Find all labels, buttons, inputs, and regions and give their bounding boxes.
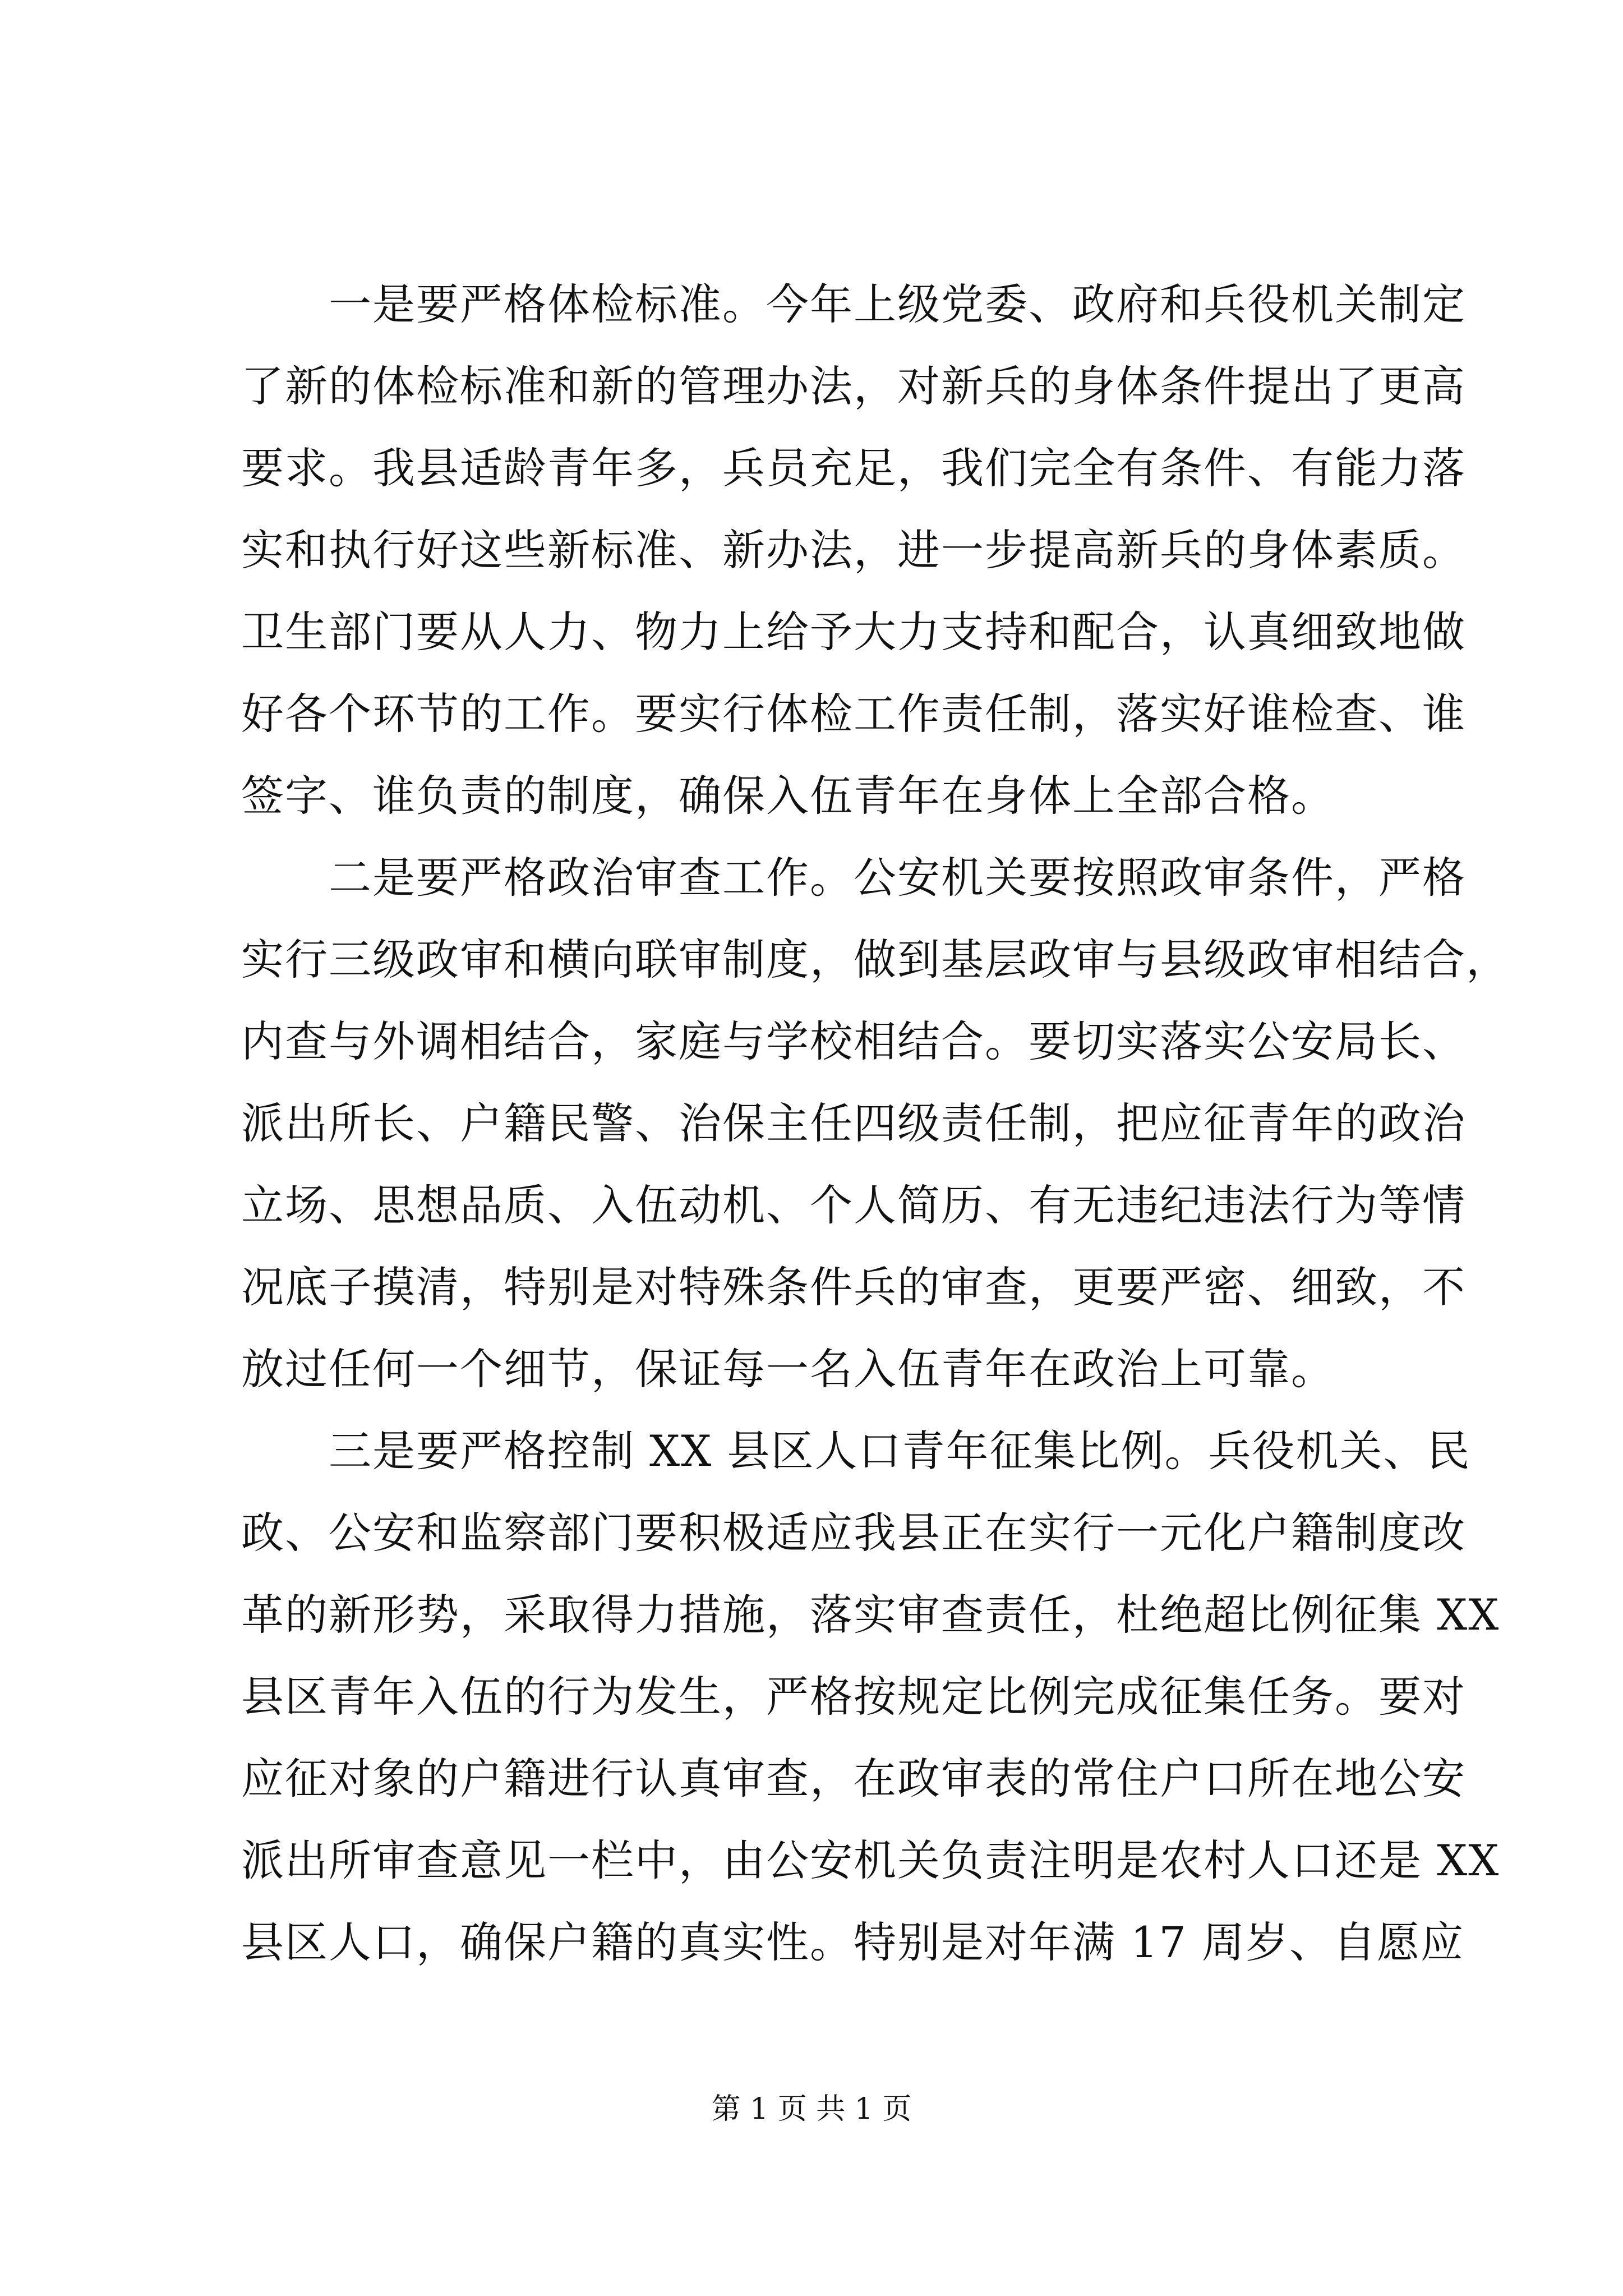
text-line: 实和执行好这些新标准、新办法，进一步提高新兵的身体素质。 bbox=[241, 525, 1466, 575]
text-line: 放过任何一个细节，保证每一名入伍青年在政治上可靠。 bbox=[241, 1344, 1335, 1394]
text-line: 况底子摸清，特别是对特殊条件兵的审查，更要严密、细致，不 bbox=[241, 1262, 1466, 1312]
text-line: 派出所长、户籍民警、治保主任四级责任制，把应征青年的政治 bbox=[241, 1098, 1466, 1148]
text-line: 县区人口，确保户籍的真实性。特别是对年满 17 周岁、自愿应 bbox=[241, 1917, 1465, 1967]
page-number: 第 1 页 共 1 页 bbox=[711, 2092, 912, 2126]
body-text bbox=[241, 264, 1510, 1984]
text-line: 派出所审查意见一栏中，由公安机关负责注明是农村人口还是 XX bbox=[241, 1835, 1500, 1885]
text-line: 二是要严格政治审查工作。公安机关要按照政审条件，严格 bbox=[241, 853, 1466, 903]
text-line: 实行三级政审和横向联审制度，做到基层政审与县级政审相结合， bbox=[241, 935, 1510, 984]
text-line: 好各个环节的工作。要实行体检工作责任制，落实好谁检查、谁 bbox=[241, 689, 1466, 739]
text-line: 立场、思想品质、入伍动机、个人简历、有无违纪违法行为等情 bbox=[241, 1180, 1466, 1230]
text-line: 政、公安和监察部门要积极适应我县正在实行一元化户籍制度改 bbox=[241, 1508, 1466, 1558]
text-line: 应征对象的户籍进行认真审查，在政审表的常住户口所在地公安 bbox=[241, 1754, 1466, 1803]
text-line: 了新的体检标准和新的管理办法，对新兵的身体条件提出了更高 bbox=[241, 361, 1466, 411]
text-line: 要求。我县适龄青年多，兵员充足，我们完全有条件、有能力落 bbox=[241, 443, 1466, 493]
text-line: 县区青年入伍的行为发生，严格按规定比例完成征集任务。要对 bbox=[241, 1672, 1466, 1722]
text-line: 一是要严格体检标准。今年上级党委、政府和兵役机关制定 bbox=[241, 279, 1466, 329]
text-line: 签字、谁负责的制度，确保入伍青年在身体上全部合格。 bbox=[241, 771, 1335, 821]
text-line: 三是要严格控制 XX 县区人口青年征集比例。兵役机关、民 bbox=[241, 1426, 1471, 1476]
text-line: 革的新形势，采取得力措施，落实审查责任，杜绝超比例征集 XX bbox=[241, 1590, 1500, 1640]
page-footer bbox=[0, 2090, 1623, 2129]
text-line: 卫生部门要从人力、物力上给予大力支持和配合，认真细致地做 bbox=[241, 607, 1466, 657]
text-line: 内查与外调相结合，家庭与学校相结合。要切实落实公安局长、 bbox=[241, 1016, 1466, 1066]
